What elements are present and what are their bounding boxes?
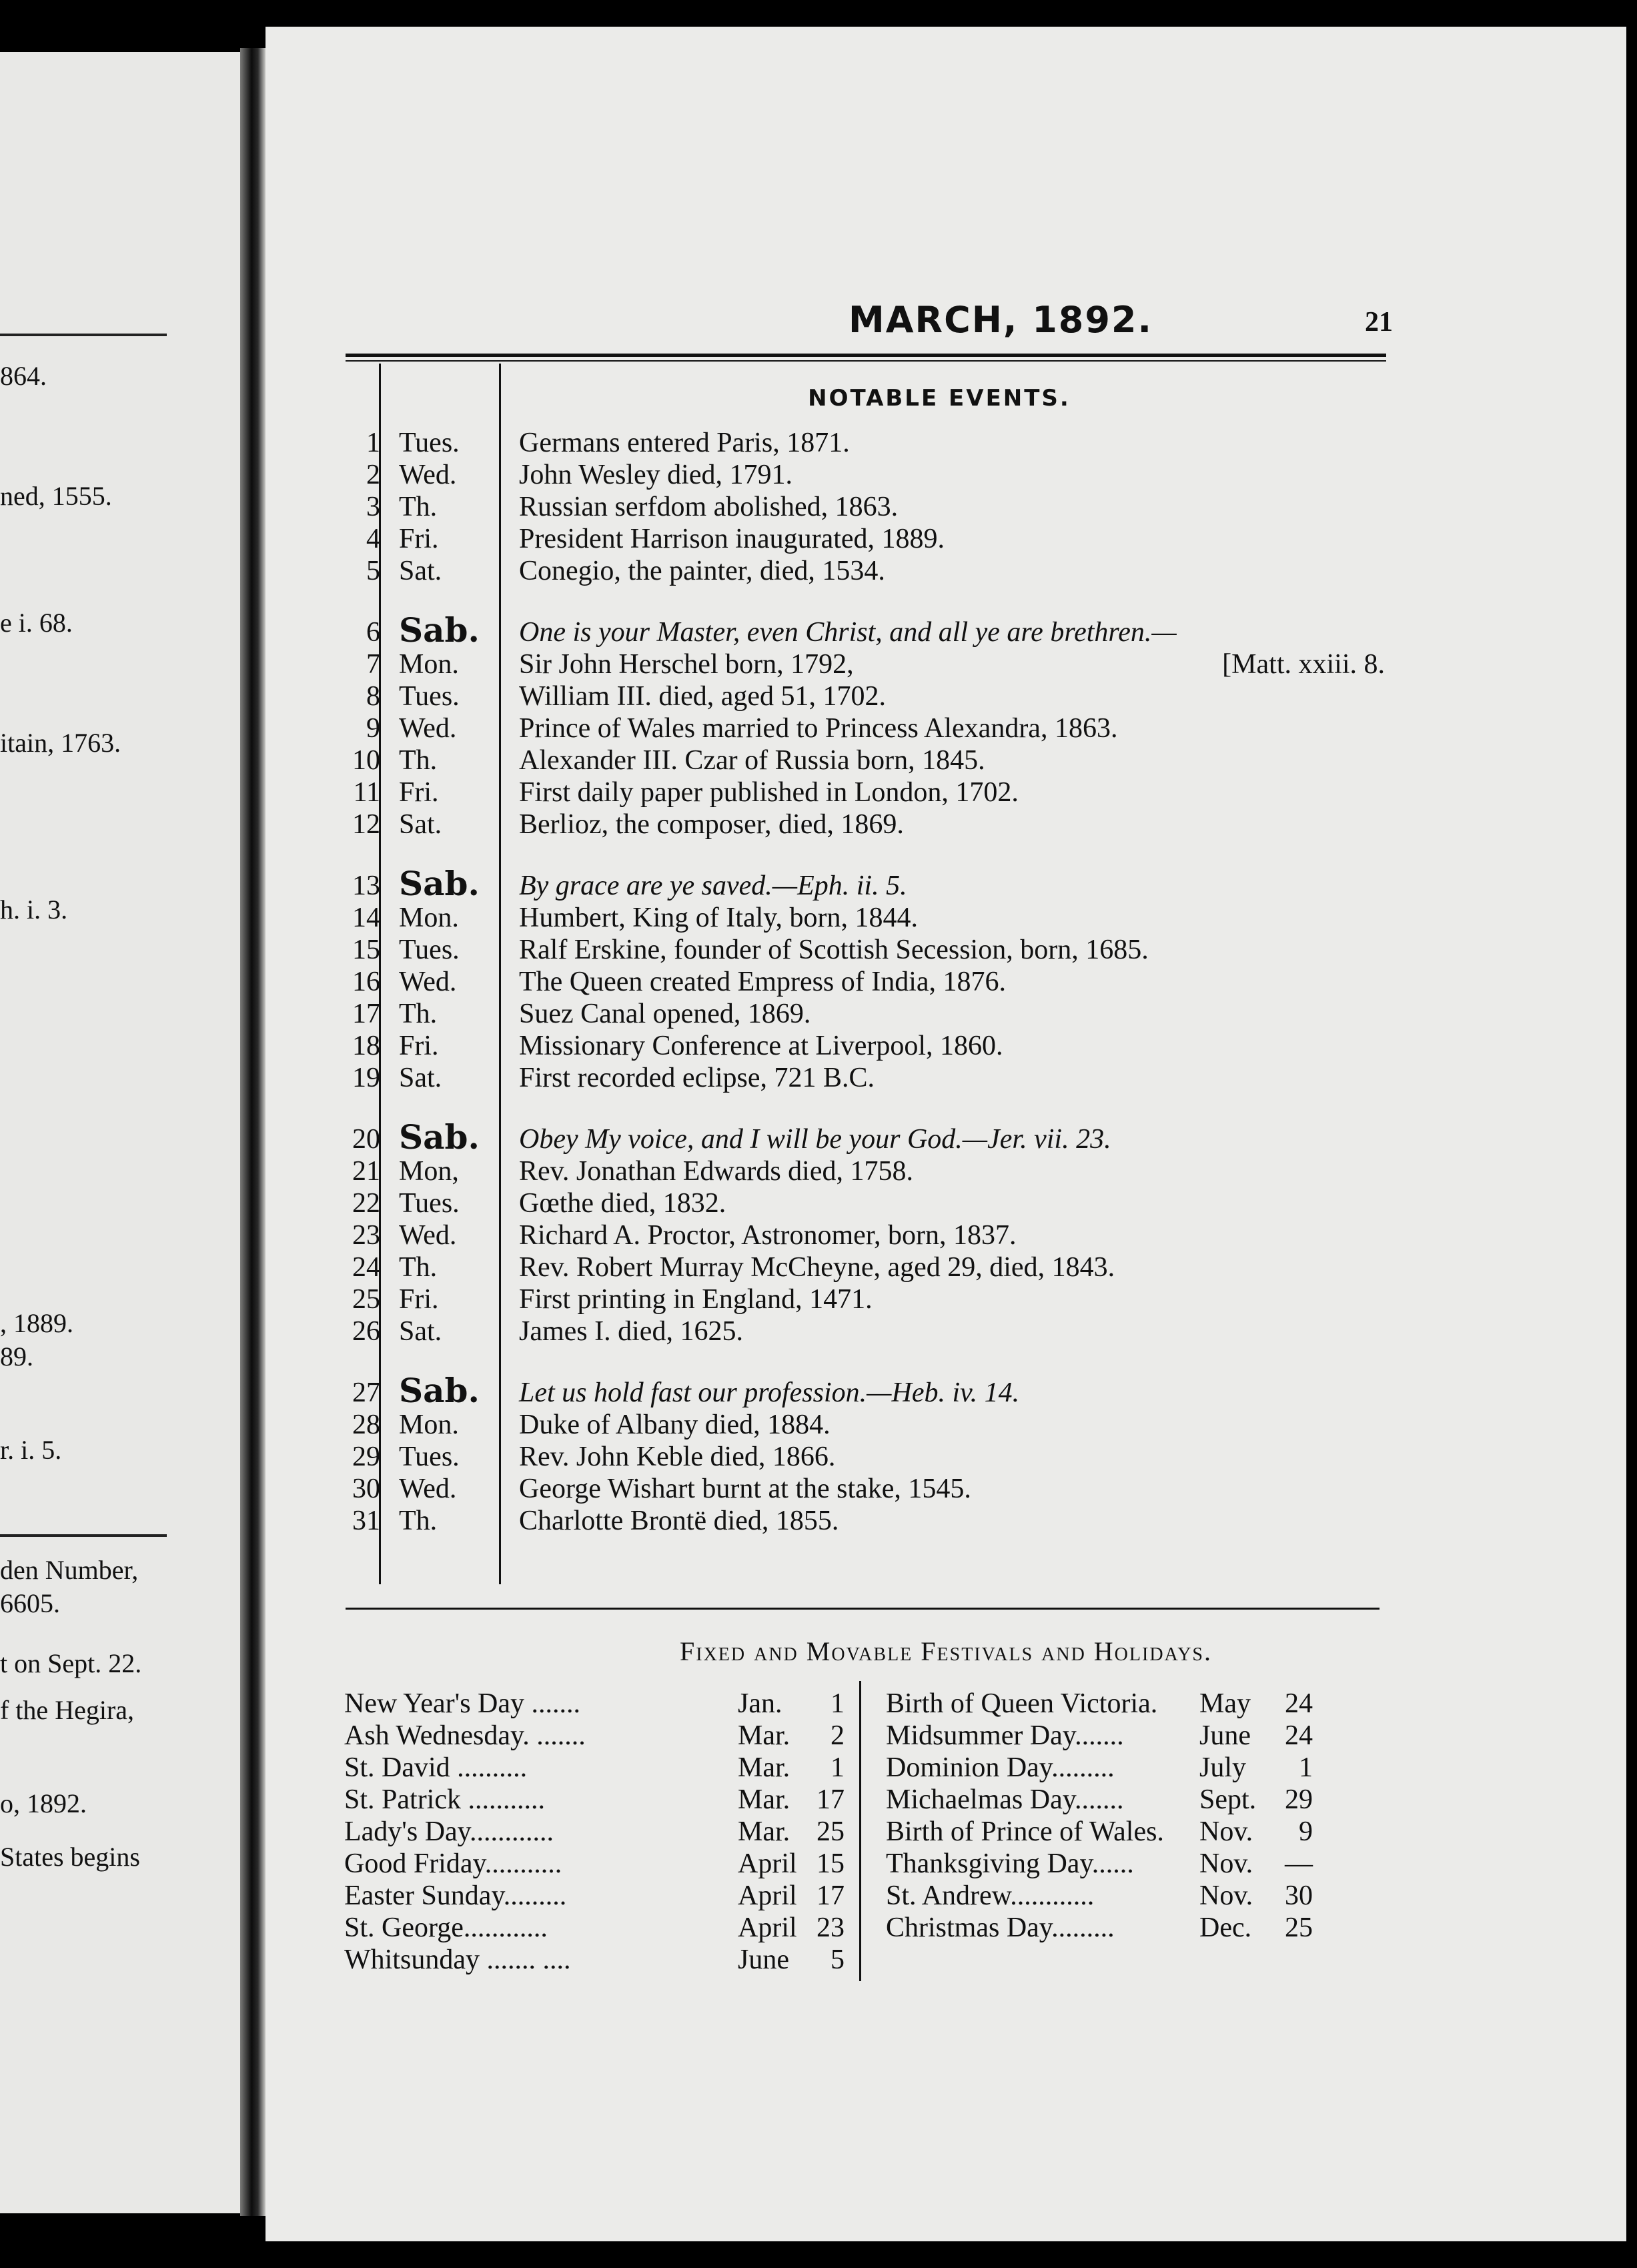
left-page-rule (0, 1534, 167, 1537)
event-day-number: 28 (352, 1409, 380, 1440)
event-row (265, 1187, 1626, 1219)
event-row (265, 1251, 1626, 1283)
festival-row (344, 1720, 891, 1752)
event-weekday: Th. (399, 1252, 438, 1283)
festival-day: 1 (831, 1752, 845, 1783)
event-weekday: Wed. (399, 460, 457, 490)
event-text: President Harrison inaugurated, 1889. (519, 524, 945, 554)
event-weekday: Mon, (399, 1156, 459, 1187)
festival-month: Nov. (1199, 1816, 1253, 1847)
event-row (265, 776, 1626, 808)
festival-day: 25 (816, 1816, 845, 1847)
event-text: Richard A. Proctor, Astronomer, born, 1837. (519, 1220, 1017, 1251)
festivals-section-title: Fixed and Movable Festivals and Holidays. (680, 1636, 1212, 1666)
event-row (265, 610, 1626, 650)
event-text: George Wishart burnt at the stake, 1545. (519, 1474, 971, 1504)
event-day-number: 22 (352, 1188, 380, 1219)
right-page (265, 27, 1626, 2241)
event-row (265, 555, 1626, 587)
event-sabbath-label: Sab. (399, 610, 480, 650)
event-weekday: Mon. (399, 903, 459, 933)
event-row (265, 459, 1626, 491)
event-weekday: Th. (399, 999, 438, 1029)
festival-month: Mar. (738, 1816, 790, 1847)
festival-name: Birth of Prince of Wales. (886, 1816, 1164, 1847)
left-page-fragment: o, 1892. (0, 1788, 87, 1818)
left-page-fragment: , 1889. (0, 1308, 73, 1338)
left-page-fragment: t on Sept. 22. (0, 1648, 142, 1678)
festival-month: May (1199, 1688, 1251, 1719)
event-day-number: 9 (366, 713, 380, 744)
event-text: The Queen created Empress of India, 1876. (519, 967, 1007, 997)
festival-day: 1 (1299, 1752, 1313, 1783)
event-row (265, 1030, 1626, 1062)
festival-day: 17 (816, 1784, 845, 1815)
festival-day: 24 (1285, 1688, 1313, 1719)
event-sabbath-label: Sab. (399, 1117, 480, 1157)
festival-name: Midsummer Day....... (886, 1720, 1124, 1751)
event-row (265, 427, 1626, 459)
event-row (265, 1441, 1626, 1473)
event-row (265, 934, 1626, 966)
festival-name: Birth of Queen Victoria. (886, 1688, 1158, 1719)
festival-row (886, 1784, 1433, 1816)
event-row (265, 1371, 1626, 1410)
page-title: MARCH, 1892. (848, 299, 1153, 341)
event-text: James I. died, 1625. (519, 1316, 743, 1347)
event-day-number: 18 (352, 1031, 380, 1061)
event-text: Rev. Jonathan Edwards died, 1758. (519, 1156, 913, 1187)
festival-month: April (738, 1848, 797, 1879)
festival-month: Mar. (738, 1720, 790, 1751)
event-weekday: Wed. (399, 967, 457, 997)
event-weekday: Fri. (399, 777, 439, 808)
event-day-number: 11 (353, 777, 380, 808)
event-row (265, 902, 1626, 934)
event-text: Duke of Albany died, 1884. (519, 1409, 831, 1440)
event-day-number: 12 (352, 809, 380, 840)
left-page-fragment: den Number, (0, 1555, 139, 1585)
festival-row (886, 1912, 1433, 1944)
event-day-number: 19 (352, 1063, 380, 1093)
festival-row (344, 1816, 891, 1848)
event-weekday: Mon. (399, 649, 459, 680)
festival-day: 30 (1285, 1880, 1313, 1911)
event-day-number: 29 (352, 1442, 380, 1472)
festival-day: 15 (816, 1848, 845, 1879)
event-day-number: 25 (352, 1284, 380, 1315)
event-row (265, 1283, 1626, 1315)
event-text: Russian serfdom abolished, 1863. (519, 492, 899, 522)
festival-month: June (1199, 1720, 1251, 1751)
festival-month: Mar. (738, 1784, 790, 1815)
page-header (265, 294, 1626, 347)
event-row (265, 1409, 1626, 1441)
event-text: Charlotte Brontë died, 1855. (519, 1506, 839, 1536)
festival-name: Christmas Day......... (886, 1912, 1115, 1943)
festival-name: Thanksgiving Day...... (886, 1848, 1134, 1879)
left-page-fragment: e i. 68. (0, 608, 73, 638)
event-weekday: Sat. (399, 1316, 442, 1347)
festival-day: 23 (816, 1912, 845, 1943)
event-row (265, 808, 1626, 840)
festival-name: St. Andrew............ (886, 1880, 1095, 1911)
festival-row (344, 1784, 891, 1816)
event-text: Alexander III. Czar of Russia born, 1845. (519, 745, 985, 776)
event-row (265, 1219, 1626, 1251)
event-weekday: Th. (399, 492, 438, 522)
event-day-number: 16 (352, 967, 380, 997)
event-day-number: 2 (366, 460, 380, 490)
festival-row (886, 1720, 1433, 1752)
event-day-number: 30 (352, 1474, 380, 1504)
event-day-number: 10 (352, 745, 380, 776)
event-row (265, 712, 1626, 744)
festival-day: — (1285, 1848, 1313, 1879)
event-day-number: 15 (352, 935, 380, 965)
festival-month: Sept. (1199, 1784, 1257, 1815)
left-page-fragment: 864. (0, 361, 47, 391)
event-day-number: 1 (366, 428, 380, 458)
event-day-number: 6 (366, 617, 380, 648)
event-text: Conegio, the painter, died, 1534. (519, 556, 885, 586)
event-weekday: Tues. (399, 1442, 460, 1472)
events-section-title: NOTABLE EVENTS. (808, 385, 1071, 412)
event-text: Rev. Robert Murray McCheyne, aged 29, died, 1843. (519, 1252, 1115, 1283)
event-day-number: 21 (352, 1156, 380, 1187)
event-weekday: Sat. (399, 1063, 442, 1093)
event-sabbath-label: Sab. (399, 1371, 480, 1410)
festival-name: St. Patrick ........... (344, 1784, 545, 1815)
festival-row (344, 1688, 891, 1720)
festival-row (344, 1912, 891, 1944)
festival-name: Whitsunday ....... .... (344, 1944, 571, 1975)
event-weekday: Tues. (399, 681, 460, 712)
event-weekday: Fri. (399, 1031, 439, 1061)
festival-name: Michaelmas Day....... (886, 1784, 1124, 1815)
event-row (265, 648, 1626, 680)
event-text: Rev. John Keble died, 1866. (519, 1442, 836, 1472)
event-day-number: 26 (352, 1316, 380, 1347)
event-row (265, 1505, 1626, 1537)
header-rule (346, 354, 1386, 357)
festival-day: 24 (1285, 1720, 1313, 1751)
event-weekday: Wed. (399, 1220, 457, 1251)
event-row (265, 998, 1626, 1030)
event-day-number: 3 (366, 492, 380, 522)
event-day-number: 4 (366, 524, 380, 554)
left-page-rule (0, 334, 167, 336)
festival-row (886, 1880, 1433, 1912)
event-day-number: 8 (366, 681, 380, 712)
event-weekday: Tues. (399, 1188, 460, 1219)
festival-row (886, 1752, 1433, 1784)
event-text: First printing in England, 1471. (519, 1284, 873, 1315)
event-text: Missionary Conference at Liverpool, 1860. (519, 1031, 1003, 1061)
festival-row (344, 1880, 891, 1912)
event-text: William III. died, aged 51, 1702. (519, 681, 886, 712)
festival-name: St. George............ (344, 1912, 548, 1943)
festival-name: Ash Wednesday. ....... (344, 1720, 586, 1751)
event-day-number: 20 (352, 1124, 380, 1155)
festival-name: Dominion Day......... (886, 1752, 1115, 1783)
event-text: Sir John Herschel born, 1792, (519, 649, 854, 680)
festival-row (344, 1752, 891, 1784)
festival-name: Easter Sunday......... (344, 1880, 567, 1911)
event-weekday: Tues. (399, 428, 460, 458)
festival-day: 5 (831, 1944, 845, 1975)
festival-month: April (738, 1912, 797, 1943)
event-row (265, 491, 1626, 523)
festival-month: Nov. (1199, 1848, 1253, 1879)
event-weekday: Th. (399, 1506, 438, 1536)
event-weekday: Tues. (399, 935, 460, 965)
event-text: First recorded eclipse, 721 B.C. (519, 1063, 875, 1093)
event-day-number: 7 (366, 649, 380, 680)
festival-day: 25 (1285, 1912, 1313, 1943)
left-page-fragment: h. i. 3. (0, 895, 68, 925)
header-rule-thin (346, 360, 1386, 362)
event-weekday: Wed. (399, 713, 457, 744)
festival-row (886, 1816, 1433, 1848)
festival-month: Mar. (738, 1752, 790, 1783)
event-day-number: 24 (352, 1252, 380, 1283)
festival-row (886, 1848, 1433, 1880)
left-page-fragment: States begins (0, 1842, 140, 1872)
event-row (265, 966, 1626, 998)
event-weekday: Fri. (399, 524, 439, 554)
festival-day: 2 (831, 1720, 845, 1751)
left-page-fragment: itain, 1763. (0, 728, 121, 758)
event-text: Suez Canal opened, 1869. (519, 999, 811, 1029)
left-page-fragment: 6605. (0, 1588, 60, 1618)
event-text: Berlioz, the composer, died, 1869. (519, 809, 904, 840)
festival-name: St. David .......... (344, 1752, 528, 1783)
event-text: Humbert, King of Italy, born, 1844. (519, 903, 919, 933)
event-text: Prince of Wales married to Princess Alexandra, 1863. (519, 713, 1118, 744)
left-page (0, 52, 240, 2213)
event-weekday: Th. (399, 745, 438, 776)
event-text: Ralf Erskine, founder of Scottish Secession, born, 1685. (519, 935, 1149, 965)
festival-month: Jan. (738, 1688, 782, 1719)
event-row (265, 680, 1626, 712)
event-day-number: 14 (352, 903, 380, 933)
event-weekday: Mon. (399, 1409, 459, 1440)
event-weekday: Sat. (399, 556, 442, 586)
festival-row (886, 1688, 1433, 1720)
event-day-number: 31 (352, 1506, 380, 1536)
event-text: Germans entered Paris, 1871. (519, 428, 850, 458)
event-scripture-text: Let us hold fast our profession.—Heb. iv. 14. (519, 1377, 1020, 1408)
festival-month: Dec. (1199, 1912, 1252, 1943)
event-scripture-text: One is your Master, even Christ, and all ye are brethren.— (519, 617, 1177, 648)
event-weekday: Fri. (399, 1284, 439, 1315)
event-row (265, 1155, 1626, 1187)
left-page-fragment: r. i. 5. (0, 1435, 62, 1465)
event-weekday: Wed. (399, 1474, 457, 1504)
event-scripture-text: Obey My voice, and I will be your God.—Jer. vii. 23. (519, 1124, 1111, 1155)
festivals-rule (346, 1608, 1380, 1610)
festival-month: April (738, 1880, 797, 1911)
left-page-fragment: ned, 1555. (0, 481, 112, 511)
event-row (265, 1473, 1626, 1505)
event-row (265, 744, 1626, 776)
event-sabbath-label: Sab. (399, 864, 480, 903)
event-day-number: 17 (352, 999, 380, 1029)
festival-row (344, 1848, 891, 1880)
event-row (265, 1315, 1626, 1347)
event-scripture-reference: [Matt. xxiii. 8. (1222, 649, 1385, 680)
festival-name: New Year's Day ....... (344, 1688, 581, 1719)
event-row (265, 1117, 1626, 1157)
festival-day: 29 (1285, 1784, 1313, 1815)
event-row (265, 523, 1626, 555)
festival-row (344, 1944, 891, 1976)
event-weekday: Sat. (399, 809, 442, 840)
page-number: 21 (1365, 307, 1393, 338)
festival-month: June (738, 1944, 789, 1975)
event-text: Gœthe died, 1832. (519, 1188, 726, 1219)
festival-day: 17 (816, 1880, 845, 1911)
event-text: First daily paper published in London, 1702. (519, 777, 1019, 808)
event-day-number: 13 (352, 871, 380, 901)
festival-name: Lady's Day............ (344, 1816, 554, 1847)
festival-name: Good Friday........... (344, 1848, 562, 1879)
festival-day: 9 (1299, 1816, 1313, 1847)
left-page-fragment: 89. (0, 1341, 33, 1371)
left-page-fragment: f the Hegira, (0, 1695, 135, 1725)
book-spine (240, 48, 265, 2216)
festival-month: Nov. (1199, 1880, 1253, 1911)
event-day-number: 5 (366, 556, 380, 586)
event-row (265, 864, 1626, 903)
festival-day: 1 (831, 1688, 845, 1719)
event-day-number: 23 (352, 1220, 380, 1251)
event-text: John Wesley died, 1791. (519, 460, 792, 490)
festival-month: July (1199, 1752, 1247, 1783)
event-row (265, 1062, 1626, 1094)
event-scripture-text: By grace are ye saved.—Eph. ii. 5. (519, 871, 907, 901)
event-day-number: 27 (352, 1377, 380, 1408)
